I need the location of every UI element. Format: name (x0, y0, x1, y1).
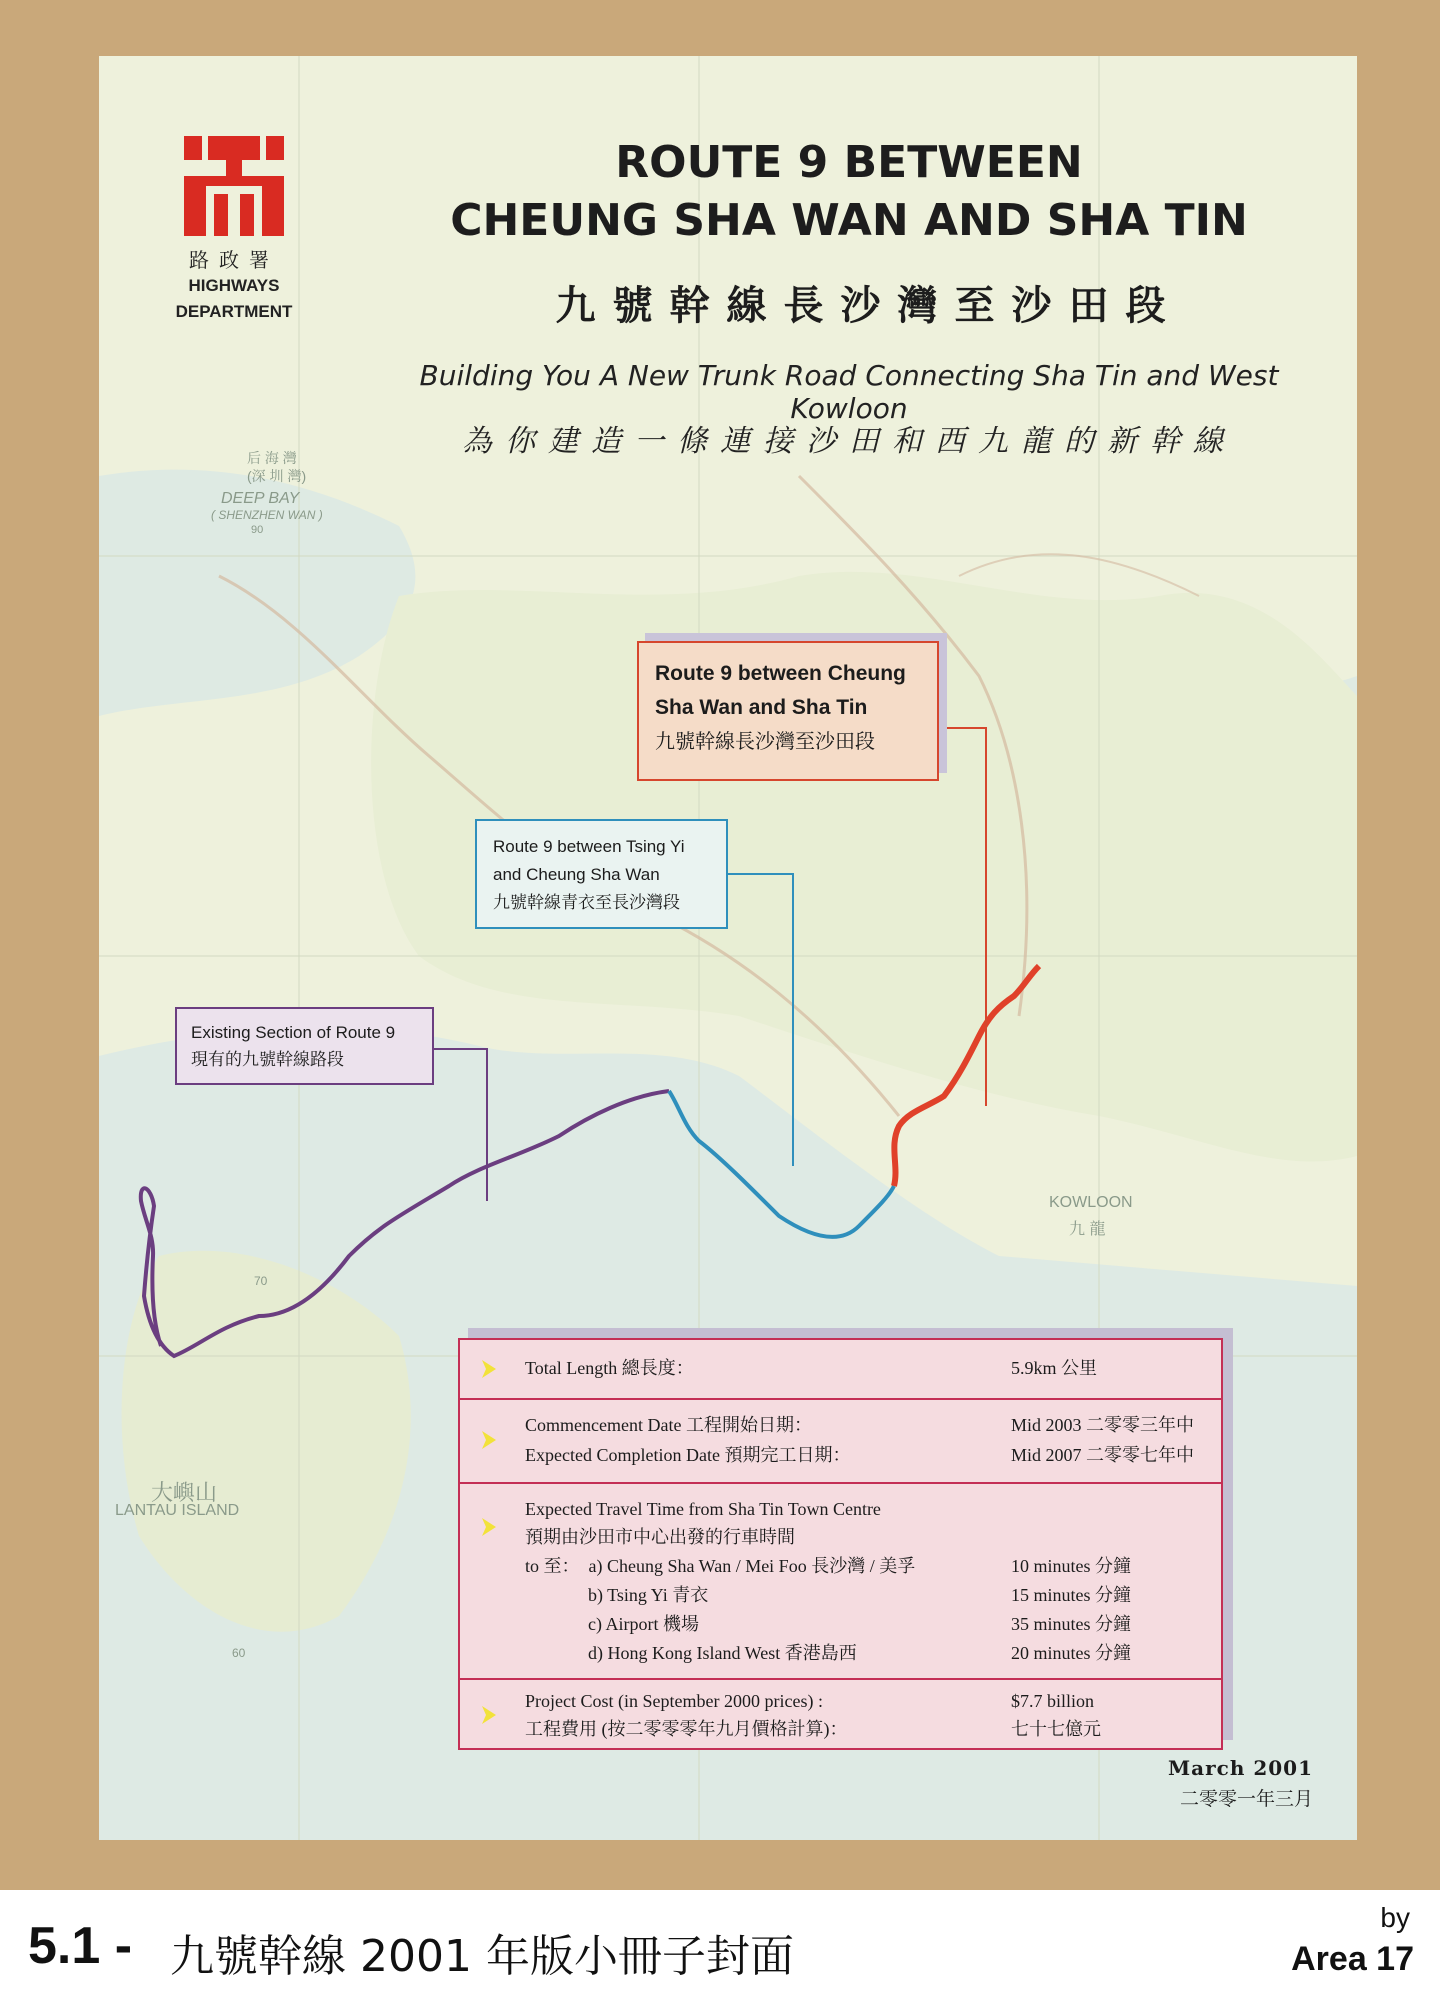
publication-date (1168, 1756, 1313, 1811)
callout-sha-tin-section (637, 641, 939, 781)
info-label: 工程費用 (按二零零零年九月價格計算)： (525, 1719, 848, 1739)
map-label-deep-bay-zh2: (深 圳 灣) (247, 468, 307, 484)
highways-department-logo (159, 136, 309, 325)
info-value: 15 minutes 分鐘 (1011, 1585, 1131, 1605)
info-value: $7.7 billion (1011, 1691, 1095, 1711)
map-label-deep-bay-zh: 后 海 灣 (247, 450, 297, 466)
info-label: Commencement Date 工程開始日期： (525, 1415, 812, 1435)
logo-english-line1: HIGHWAYS (188, 276, 280, 295)
info-label: d) Hong Kong Island West 香港島西 (525, 1643, 857, 1663)
logo-english-line2: DEPARTMENT (175, 302, 293, 321)
map-label-lantau-zh: 大嶼山 (151, 1480, 218, 1505)
callout-sha-tin-line2: Sha Wan and Sha Tin (655, 696, 868, 719)
callout-tsing-yi-line1: Route 9 between Tsing Yi (493, 837, 685, 856)
subtitle-chinese: 為你建造一條連接沙田和西九龍的新幹線 (462, 424, 1236, 459)
callout-tsing-yi-section (475, 819, 728, 929)
info-label: b) Tsing Yi 青衣 (525, 1585, 709, 1605)
info-value: Mid 2003 二零零三年中 (1011, 1415, 1195, 1435)
page-title-chinese: 九號幹線長沙灣至沙田段 (555, 282, 1183, 329)
map-label-kowloon-zh: 九 龍 (1069, 1221, 1106, 1238)
info-label: Expected Completion Date 預期完工日期： (525, 1445, 851, 1465)
map-label-90: 90 (251, 524, 264, 536)
info-value: 35 minutes 分鐘 (1011, 1614, 1131, 1634)
info-label: Expected Travel Time from Sha Tin Town Centre (525, 1499, 881, 1519)
map-label-70: 70 (254, 1274, 268, 1288)
brochure-cover (99, 56, 1357, 1840)
info-value: 20 minutes 分鐘 (1011, 1643, 1131, 1663)
info-row-dates (460, 1398, 1221, 1484)
arrow-bullet-icon (482, 1431, 496, 1449)
arrow-bullet-icon (482, 1518, 496, 1536)
figure-caption (0, 1890, 1440, 2000)
info-value: 5.9km 公里 (1011, 1358, 1098, 1378)
project-info-box (458, 1338, 1223, 1750)
callout-existing-section (175, 1007, 434, 1085)
page-title (399, 134, 1299, 250)
info-row-cost (460, 1678, 1221, 1748)
title-line2: CHEUNG SHA WAN AND SHA TIN (450, 195, 1248, 246)
info-row-travel-times (460, 1482, 1221, 1680)
callout-tsing-yi-line2: and Cheung Sha Wan (493, 865, 660, 884)
caption-author: Area 17 (1291, 1940, 1414, 1978)
map-label-shenzhen-wan: ( SHENZHEN WAN ) (211, 508, 323, 522)
map-label-kowloon-en: KOWLOON (1049, 1194, 1133, 1211)
info-label: Total Length 總長度： (525, 1358, 694, 1378)
caption-by: by (1380, 1902, 1410, 1933)
highways-logo-icon (184, 136, 284, 236)
caption-number: 5.1 - (28, 1917, 133, 1975)
date-english: March 2001 (1168, 1756, 1313, 1780)
caption-text: 九號幹線 2001 年版小冊子封面 (170, 1931, 794, 1982)
callout-sha-tin-zh: 九號幹線長沙灣至沙田段 (655, 731, 875, 753)
title-line1: ROUTE 9 BETWEEN (615, 137, 1083, 188)
arrow-bullet-icon (482, 1706, 496, 1724)
logo-chinese-name: 路政署 (189, 248, 279, 272)
callout-existing-zh: 現有的九號幹線路段 (191, 1050, 344, 1069)
map-label-60: 60 (232, 1646, 246, 1660)
info-value: Mid 2007 二零零七年中 (1011, 1445, 1195, 1465)
info-label: 預期由沙田市中心出發的行車時間 (525, 1527, 795, 1547)
info-value: 七十七億元 (1011, 1719, 1101, 1739)
info-row-length (460, 1340, 1221, 1400)
callout-tsing-yi-zh: 九號幹線青衣至長沙灣段 (493, 893, 680, 912)
subtitle-english: Building You A New Trunk Road Connecting Sha Tin and West Kowloon (419, 359, 1279, 425)
info-value: 10 minutes 分鐘 (1011, 1556, 1131, 1576)
arrow-bullet-icon (482, 1360, 496, 1378)
date-chinese: 二零零一年三月 (1179, 1788, 1313, 1810)
map-label-lantau-en: LANTAU ISLAND (115, 1502, 240, 1519)
callout-existing-line1: Existing Section of Route 9 (191, 1023, 396, 1042)
callout-sha-tin-line1: Route 9 between Cheung (655, 662, 906, 685)
map-label-deep-bay-en: DEEP BAY (221, 490, 300, 507)
info-label: c) Airport 機場 (525, 1614, 699, 1634)
info-label: to 至： a) Cheung Sha Wan / Mei Foo 長沙灣 / 美孚 (525, 1556, 916, 1576)
info-label: Project Cost (in September 2000 prices) : (525, 1691, 823, 1711)
